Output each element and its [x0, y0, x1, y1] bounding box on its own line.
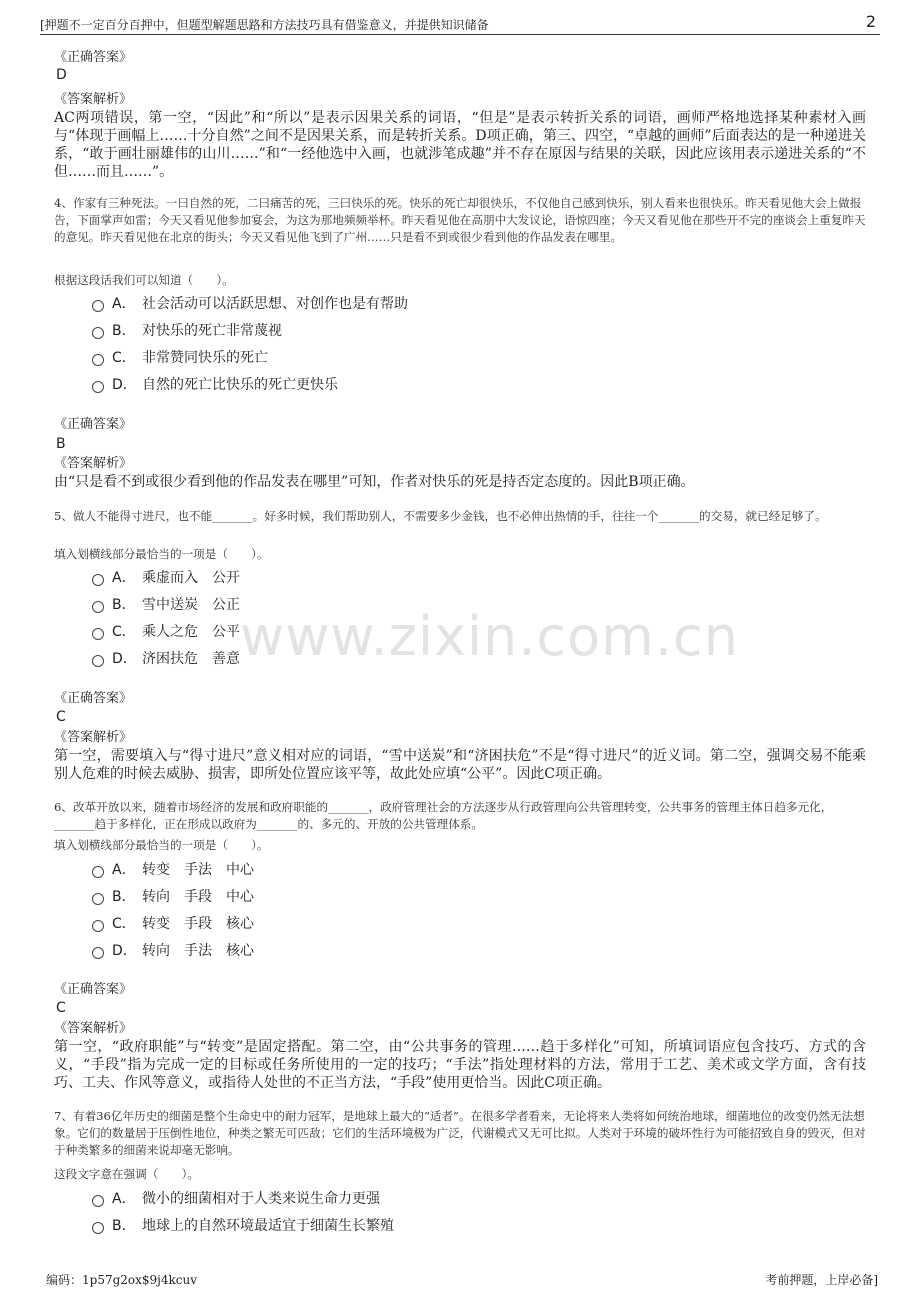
correct-answer-label: 《正确答案》 [54, 417, 133, 432]
question-stem: 5、做人不能得寸进尺，也不能_______。好多时候，我们帮助别人，不需要多少金钱，也不必伸出热情的手，往往一个_______的交易，就已经足够了。 [54, 509, 827, 523]
correct-answer-label: 《正确答案》 [54, 982, 133, 997]
question-prompt: 根据这段话我们可以知道（ ）。 [54, 273, 234, 287]
options-list [92, 855, 792, 963]
radio-icon[interactable] [92, 1222, 104, 1234]
option-c[interactable]: C． 转变 手段 核心 [92, 909, 792, 936]
radio-icon[interactable] [92, 327, 104, 339]
radio-icon[interactable] [92, 655, 104, 667]
option-b[interactable]: B． 对快乐的死亡非常蔑视 [92, 316, 792, 343]
options-list [92, 563, 792, 671]
page-header [40, 10, 880, 35]
watermark: www.zixin.com.cn [240, 605, 739, 668]
analysis-text: 由“只是看不到或很少看到他的作品发表在哪里”可知，作者对快乐的死是持否定态度的。因此B项正确。 [54, 474, 695, 490]
question-prompt: 这段文字意在强调（ ）。 [54, 1167, 199, 1181]
option-b[interactable]: B． 地球上的自然环境最适宜于细菌生长繁殖 [92, 1211, 792, 1238]
correct-answer-value: B [56, 436, 66, 452]
footer-slogan: 考前押题，上岸必备] [765, 1273, 878, 1287]
correct-answer-value: D [56, 67, 67, 83]
analysis-text: 第一空，“政府职能”与“转变”是固定搭配。第二空，由“公共事务的管理……趋于多样化”可知，所填词语应包含技巧、方式的含义，“手段”指为完成一定的目标或任务所使用的一定的技巧；“手法”指处理材料的方法，常用于工艺、美术或文学方面，含有技巧、工夫、作风等意义，或指待人处世的不正当方法，“手段”使用更恰当。因此C项正确。 [54, 1039, 866, 1091]
correct-answer-label: 《正确答案》 [54, 691, 133, 706]
radio-icon[interactable] [92, 574, 104, 586]
radio-icon[interactable] [92, 601, 104, 613]
options-list [92, 1184, 792, 1238]
radio-icon[interactable] [92, 300, 104, 312]
option-d[interactable]: D． 转向 手法 核心 [92, 936, 792, 963]
option-d[interactable]: D． 济困扶危 善意 [92, 644, 792, 671]
correct-answer-value: C [56, 1000, 66, 1016]
correct-answer-label: 《正确答案》 [54, 50, 133, 65]
question-stem: 6、改革开放以来，随着市场经济的发展和政府职能的_______，政府管理社会的方法逐步从行政管理向公共管理转变，公共事务的管理主体日趋多元化，_______趋于多样化，正在形成以政府为_______的、多元的、开放的公共管理体系。 [54, 800, 833, 831]
header-disclaimer: [押题不一定百分百押中，但题型解题思路和方法技巧具有借鉴意义，并提供知识储备 [40, 18, 489, 32]
analysis-text: AC两项错误，第一空，“因此”和“所以”是表示因果关系的词语，“但是”是表示转折关系的词语，画师严格地选择某种素材入画与“体现于画幅上……十分自然”之间不是因果关系，而是转折关系。D项正确，第三、四空，“卓越的画师”后面表达的是一种递进关系，“敢于画壮丽雄伟的山川……”和“一经他选中入画，也就涉笔成趣”并不存在原因与结果的关联，因此应该用表示递进关系的“不但……而且……”。 [54, 110, 866, 180]
radio-icon[interactable] [92, 628, 104, 640]
analysis-label: 《答案解析》 [54, 456, 133, 471]
option-a[interactable]: A． 转变 手法 中心 [92, 855, 792, 882]
radio-icon[interactable] [92, 866, 104, 878]
correct-answer-value: C [56, 709, 66, 725]
question-prompt: 填入划横线部分最恰当的一项是（ ）。 [54, 838, 269, 852]
question-stem: 7、有着36亿年历史的细菌是整个生命史中的耐力冠军，是地球上最大的“适者”。在很多学者看来，无论将来人类将如何统治地球，细菌地位的改变仍然无法想象。它们的数量居于压倒性地位，种类之繁无可匹敌；它们的生活环境极为广泛，代谢模式又无可比拟。人类对于环境的破坏性行为可能招致自身的毁灭，但对于种类繁多的细菌来说却毫无影响。 [54, 1109, 866, 1157]
radio-icon[interactable] [92, 354, 104, 366]
radio-icon[interactable] [92, 1195, 104, 1207]
analysis-label: 《答案解析》 [54, 92, 133, 107]
question-prompt: 填入划横线部分最恰当的一项是（ ）。 [54, 547, 269, 561]
document-code: 编码：1p57g2ox$9j4kcuv [46, 1273, 198, 1287]
radio-icon[interactable] [92, 947, 104, 959]
option-d[interactable]: D． 自然的死亡比快乐的死亡更快乐 [92, 370, 792, 397]
analysis-label: 《答案解析》 [54, 730, 133, 745]
options-list [92, 289, 792, 397]
analysis-label: 《答案解析》 [54, 1021, 133, 1036]
option-c[interactable]: C． 非常赞同快乐的死亡 [92, 343, 792, 370]
option-b[interactable]: B． 转向 手段 中心 [92, 882, 792, 909]
option-b[interactable]: B． 雪中送炭 公正 [92, 590, 792, 617]
option-a[interactable]: A． 乘虚而入 公开 [92, 563, 792, 590]
option-a[interactable]: A． 社会活动可以活跃思想、对创作也是有帮助 [92, 289, 792, 316]
question-stem: 4、作家有三种死法。一曰自然的死，二曰痛苦的死，三曰快乐的死。快乐的死亡却很快乐，不仅他自己感到快乐，别人看来也很快乐。昨天看见他大会上做报告，下面掌声如雷；今天又看见他参加宴会，为这为那地频频举杯。昨天看见他在高朋中大发议论，语惊四座；今天又看见他在那些开不完的座谈会上重复昨天的意见。昨天看见他在北京的街头；今天又看见他飞到了广州……只是看不到或很少看到他的作品发表在哪里。 [54, 196, 866, 244]
radio-icon[interactable] [92, 381, 104, 393]
radio-icon[interactable] [92, 893, 104, 905]
analysis-text: 第一空，需要填入与“得寸进尺”意义相对应的词语，“雪中送炭”和“济困扶危”不是“得寸进尺”的近义词。第二空，强调交易不能乘别人危难的时候去威胁、损害，即所处位置应该平等，故此处应填“公平”。因此C项正确。 [54, 748, 866, 782]
page-number: 2 [865, 12, 876, 31]
option-a[interactable]: A． 微小的细菌相对于人类来说生命力更强 [92, 1184, 792, 1211]
radio-icon[interactable] [92, 920, 104, 932]
option-c[interactable]: C． 乘人之危 公平 [92, 617, 792, 644]
